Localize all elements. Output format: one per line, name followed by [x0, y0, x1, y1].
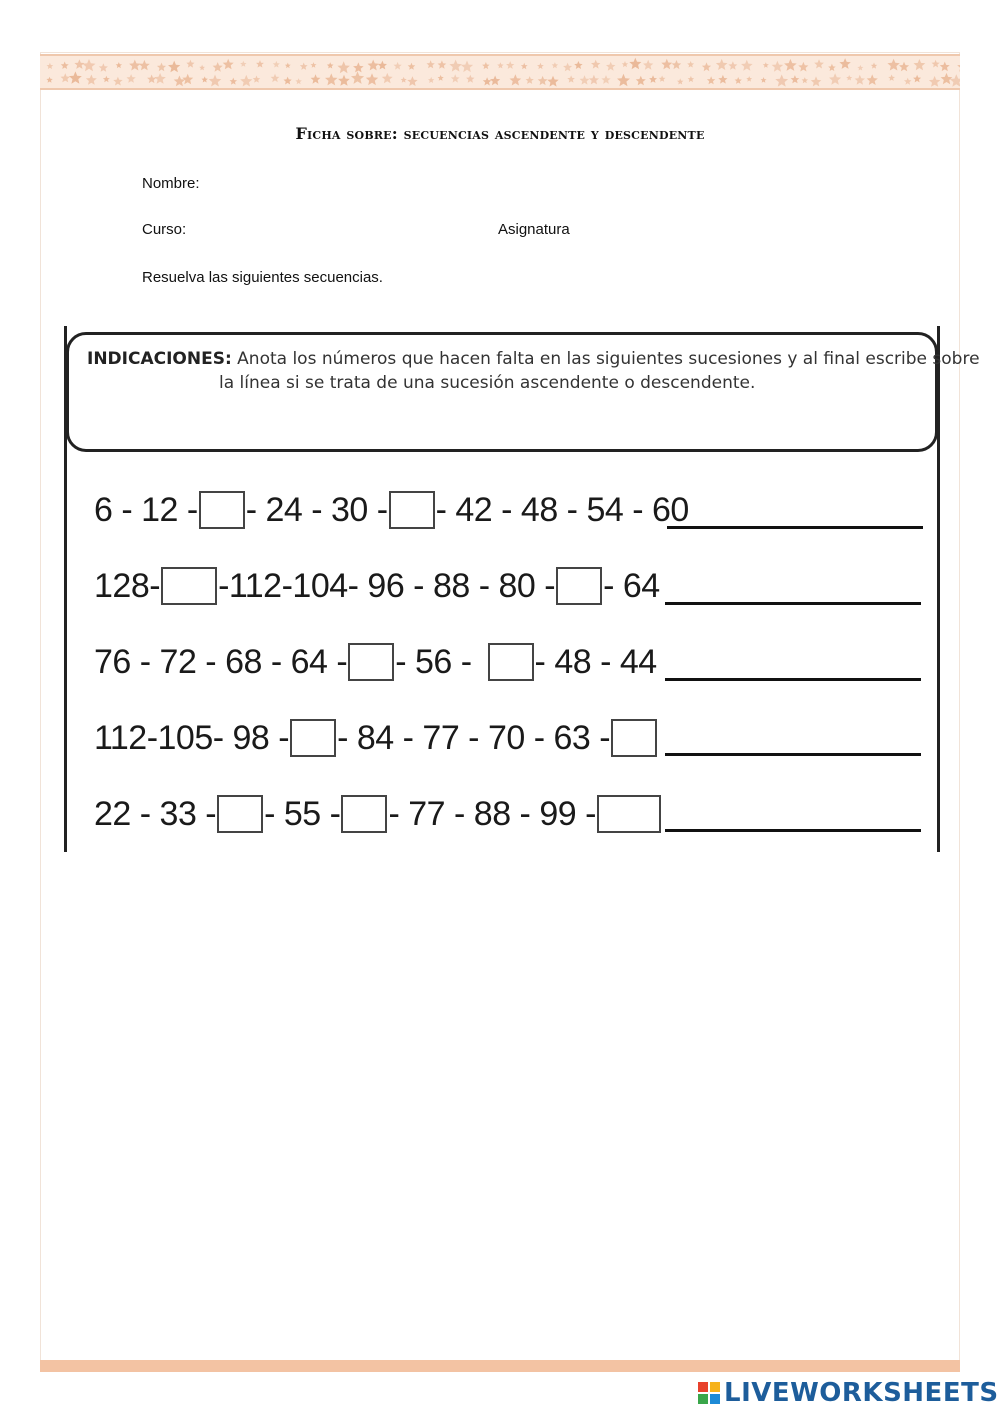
indications-text-1: Anota los números que hacen falta en las siguientes sucesiones y al final escribe sobre [237, 349, 980, 369]
answer-line-3[interactable] [665, 678, 921, 681]
star-icon [438, 60, 447, 68]
star-icon [687, 61, 694, 68]
star-icon [394, 62, 402, 70]
sequence-3-part-1: 76 - 72 - 68 - 64 - [94, 642, 348, 681]
star-icon [617, 74, 630, 86]
star-icon [99, 63, 108, 72]
star-icon [828, 64, 836, 71]
star-icon [775, 75, 788, 87]
star-icon [888, 75, 895, 81]
star-icon [913, 75, 921, 83]
star-icon [461, 61, 473, 73]
star-icon [199, 65, 205, 71]
star-icon [295, 78, 301, 84]
star-icon [798, 62, 808, 72]
star-icon [368, 60, 379, 71]
star-icon [784, 59, 797, 71]
star-icon [887, 59, 899, 71]
star-icon [629, 58, 641, 70]
sequence-3-blank-2[interactable] [488, 643, 534, 681]
star-icon [382, 73, 393, 83]
star-icon [129, 60, 141, 71]
star-icon [223, 59, 234, 70]
logo-squares-icon [698, 1382, 720, 1404]
star-icon [589, 75, 599, 85]
star-icon [353, 62, 364, 72]
star-icon [466, 75, 474, 83]
star-icon [829, 73, 841, 85]
star-icon [157, 63, 166, 72]
star-icon [746, 76, 752, 82]
subject-label: Asignatura [498, 221, 570, 238]
sequence-1-blank-1[interactable] [199, 491, 245, 529]
star-icon [914, 59, 926, 70]
star-icon [772, 61, 784, 72]
sequence-3-part-3: - 48 - 44 [534, 642, 657, 681]
instruction-text: Resuelva las siguientes secuencias. [142, 269, 383, 286]
star-icon [174, 76, 185, 87]
star-icon [127, 74, 136, 83]
star-icon [839, 58, 850, 69]
star-icon [366, 73, 378, 85]
sequence-row-1 [94, 488, 689, 532]
star-icon [253, 76, 260, 83]
star-icon [61, 73, 71, 82]
sequence-1-part-3: - 42 - 48 - 54 - 60 [435, 490, 689, 529]
star-icon [482, 62, 490, 69]
star-icon [580, 75, 590, 84]
star-icon [427, 60, 435, 68]
sequence-4-blank-1[interactable] [290, 719, 336, 757]
star-icon [707, 76, 715, 84]
star-icon [154, 73, 165, 84]
star-icon [240, 61, 246, 67]
star-icon [428, 77, 434, 83]
sequence-5-blank-3[interactable] [597, 795, 661, 833]
star-icon [567, 75, 575, 82]
star-pattern-icon [40, 56, 960, 88]
star-icon [932, 60, 940, 68]
star-icon [606, 62, 615, 71]
star-icon [378, 61, 387, 70]
sequence-row-4 [94, 716, 658, 760]
worksheet-title: Ficha sobre: secuencias ascendente y descendente [295, 124, 705, 143]
star-icon [622, 61, 628, 67]
star-icon [113, 77, 122, 86]
star-icon [284, 77, 292, 85]
answer-line-5[interactable] [665, 829, 921, 832]
star-icon [147, 75, 156, 84]
star-icon [510, 74, 522, 85]
course-label: Curso: [142, 221, 187, 238]
star-icon [814, 59, 824, 68]
star-icon [846, 75, 852, 81]
star-icon [256, 60, 264, 67]
star-icon [904, 78, 912, 85]
sequence-2-part-2: -112-104- 96 - 88 - 80 - [218, 566, 556, 605]
sequence-5-part-2: - 55 - [264, 794, 341, 833]
star-icon [636, 76, 646, 86]
indications-line-1 [87, 347, 980, 371]
star-icon [802, 77, 808, 83]
sequence-3-blank-1[interactable] [348, 643, 394, 681]
star-icon [271, 74, 280, 82]
star-icon [182, 74, 193, 84]
star-icon [728, 61, 737, 70]
star-icon [526, 76, 534, 84]
star-icon [929, 76, 941, 87]
star-icon [867, 74, 878, 85]
star-icon [677, 78, 683, 84]
star-icon [61, 62, 69, 70]
star-icon [327, 62, 334, 68]
sequence-1-blank-2[interactable] [389, 491, 435, 529]
star-icon [672, 60, 682, 69]
star-icon [407, 76, 417, 86]
star-icon [86, 75, 97, 85]
star-icon [659, 76, 666, 82]
star-icon [857, 65, 863, 71]
sequence-4-blank-2[interactable] [611, 719, 657, 757]
star-icon [521, 63, 528, 69]
star-icon [74, 59, 84, 69]
logo-text: LIVEWORKSHEETS [724, 1378, 999, 1408]
star-icon [537, 63, 544, 69]
indications-label: INDICACIONES: [87, 349, 232, 369]
star-icon [213, 62, 223, 72]
star-icon [490, 76, 500, 86]
star-icon [563, 63, 572, 72]
sequence-3-part-2: - 56 - [395, 642, 472, 681]
star-icon [116, 62, 122, 68]
star-icon [168, 61, 180, 73]
answer-line-1[interactable] [667, 526, 923, 529]
sequence-2-part-1: 128- [94, 566, 161, 605]
star-icon [601, 75, 610, 84]
star-icon [811, 76, 822, 86]
star-icon [103, 76, 110, 83]
star-icon [899, 62, 909, 72]
star-icon [449, 60, 462, 72]
sequence-4-part-2: - 84 - 77 - 70 - 63 - [337, 718, 611, 757]
star-icon [139, 60, 150, 70]
bottom-decorative-band [40, 1360, 960, 1372]
star-icon [69, 71, 82, 83]
star-icon [643, 60, 653, 70]
star-icon [438, 75, 444, 81]
indications-box [66, 332, 980, 452]
star-icon [285, 63, 291, 69]
star-icon [941, 73, 953, 84]
star-icon [230, 78, 237, 85]
star-icon [209, 75, 222, 87]
answer-line-2[interactable] [665, 602, 921, 605]
star-icon [240, 75, 252, 87]
sequence-row-3 [94, 640, 657, 684]
star-icon [574, 61, 582, 69]
indications-line-2: la línea si se trata de una sucesión ascendente o descendente. [219, 373, 756, 393]
star-icon [702, 62, 711, 71]
sequence-1-part-1: 6 - 12 - [94, 490, 198, 529]
star-icon [46, 77, 52, 83]
star-icon [202, 76, 208, 82]
star-icon [451, 74, 460, 82]
star-icon [735, 77, 742, 84]
star-icon [547, 76, 558, 87]
sequence-5-blank-1[interactable] [217, 795, 263, 833]
star-icon [940, 62, 950, 72]
star-icon [950, 74, 960, 87]
star-icon [716, 59, 728, 70]
sequence-row-2 [94, 564, 660, 608]
star-icon [763, 62, 769, 68]
star-icon [506, 61, 514, 69]
star-icon [591, 60, 600, 69]
star-icon [337, 61, 350, 73]
star-icon [538, 76, 548, 85]
star-icon [957, 61, 960, 71]
liveworksheets-logo[interactable] [698, 1378, 999, 1408]
star-icon [649, 75, 657, 83]
star-icon [552, 62, 558, 68]
sequence-2-blank-1[interactable] [161, 567, 217, 605]
sequence-1-part-2: - 24 - 30 - [245, 490, 388, 529]
star-icon [325, 73, 338, 85]
star-icon [83, 59, 96, 71]
star-icon [311, 74, 321, 83]
star-icon [311, 62, 317, 68]
star-icon [761, 77, 767, 83]
star-icon [741, 60, 753, 71]
star-icon [718, 75, 727, 84]
sequence-row-5 [94, 792, 662, 836]
star-icon [855, 75, 865, 85]
star-icon [351, 71, 364, 84]
name-label: Nombre: [142, 175, 200, 192]
answer-line-4[interactable] [665, 753, 921, 756]
star-icon [791, 75, 800, 83]
star-icon [497, 62, 503, 68]
star-icon [688, 76, 694, 82]
star-icon [273, 61, 280, 68]
star-icon [47, 63, 54, 69]
star-icon [408, 63, 416, 70]
decorative-star-border [40, 54, 960, 90]
sequence-2-part-3: - 64 [603, 566, 660, 605]
star-icon [186, 60, 194, 68]
star-icon [483, 77, 492, 85]
sequence-5-part-3: - 77 - 88 - 99 - [388, 794, 596, 833]
star-icon [401, 77, 407, 83]
sequence-2-blank-2[interactable] [556, 567, 602, 605]
sequence-5-part-1: 22 - 33 - [94, 794, 217, 833]
star-icon [871, 63, 877, 69]
star-icon [300, 63, 308, 70]
star-icon [338, 75, 350, 86]
sequence-5-blank-2[interactable] [341, 795, 387, 833]
sequence-4-part-1: 112-105- 98 - [94, 718, 290, 757]
star-icon [661, 59, 672, 69]
